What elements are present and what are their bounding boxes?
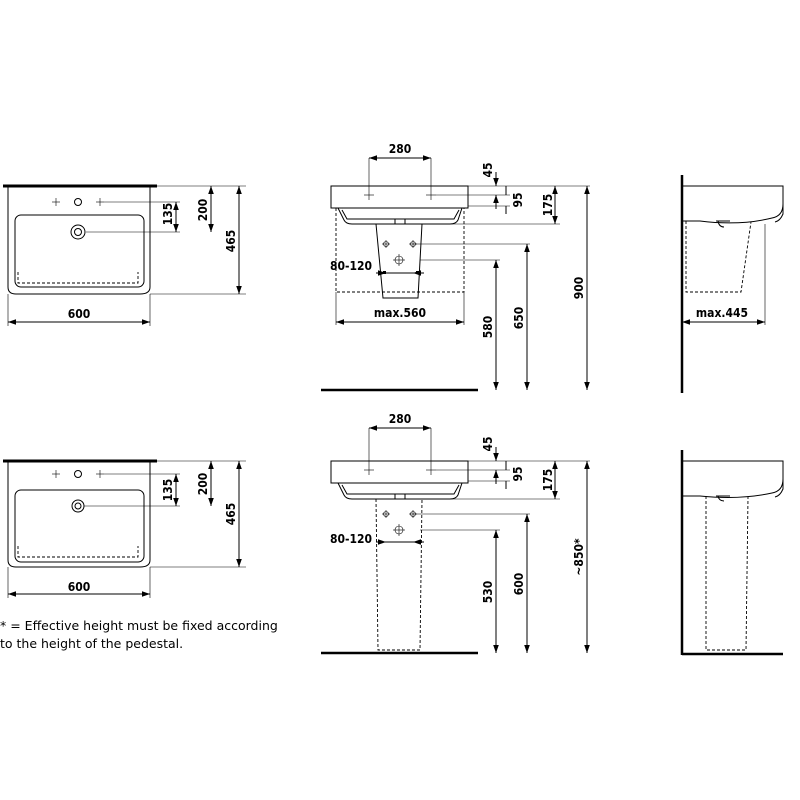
- dim-850: ~850*: [572, 538, 586, 576]
- dim-95-bottom: 95: [511, 466, 525, 482]
- dim-80-120-top: 80-120: [330, 259, 373, 273]
- dim-175-bottom: 175: [541, 468, 555, 492]
- dim-200-bottom: 200: [196, 472, 210, 496]
- dim-135-top: 135: [161, 202, 175, 226]
- dim-135-bottom: 135: [161, 478, 175, 502]
- dim-600-height: 600: [512, 572, 526, 596]
- dim-600-bottom: 600: [67, 580, 91, 594]
- dim-650: 650: [512, 306, 526, 330]
- dim-465-top: 465: [224, 229, 238, 253]
- footnote-line-1: * = Effective height must be fixed according: [0, 618, 278, 633]
- dim-45-bottom: 45: [481, 436, 495, 452]
- footnote-line-2: to the height of the pedestal.: [0, 636, 184, 651]
- dim-45-top: 45: [481, 162, 495, 178]
- side-view-top: [682, 175, 783, 393]
- dim-530: 530: [481, 580, 495, 604]
- dim-95-top: 95: [511, 192, 525, 208]
- dim-max445: max.445: [695, 306, 749, 320]
- dim-200-top: 200: [196, 198, 210, 222]
- side-view-bottom: [682, 450, 783, 655]
- dim-465-bottom: 465: [224, 502, 238, 526]
- dim-280-top: 280: [388, 142, 412, 156]
- footnote: [0, 617, 300, 653]
- dim-max560: max.560: [373, 306, 427, 320]
- dim-175-top: 175: [541, 193, 555, 217]
- dim-900: 900: [572, 276, 586, 300]
- front-view-top: [321, 158, 590, 390]
- dim-80-120-bottom: 80-120: [330, 532, 373, 546]
- dim-580: 580: [481, 315, 495, 339]
- dim-600-top: 600: [67, 307, 91, 321]
- dim-280-bottom: 280: [388, 412, 412, 426]
